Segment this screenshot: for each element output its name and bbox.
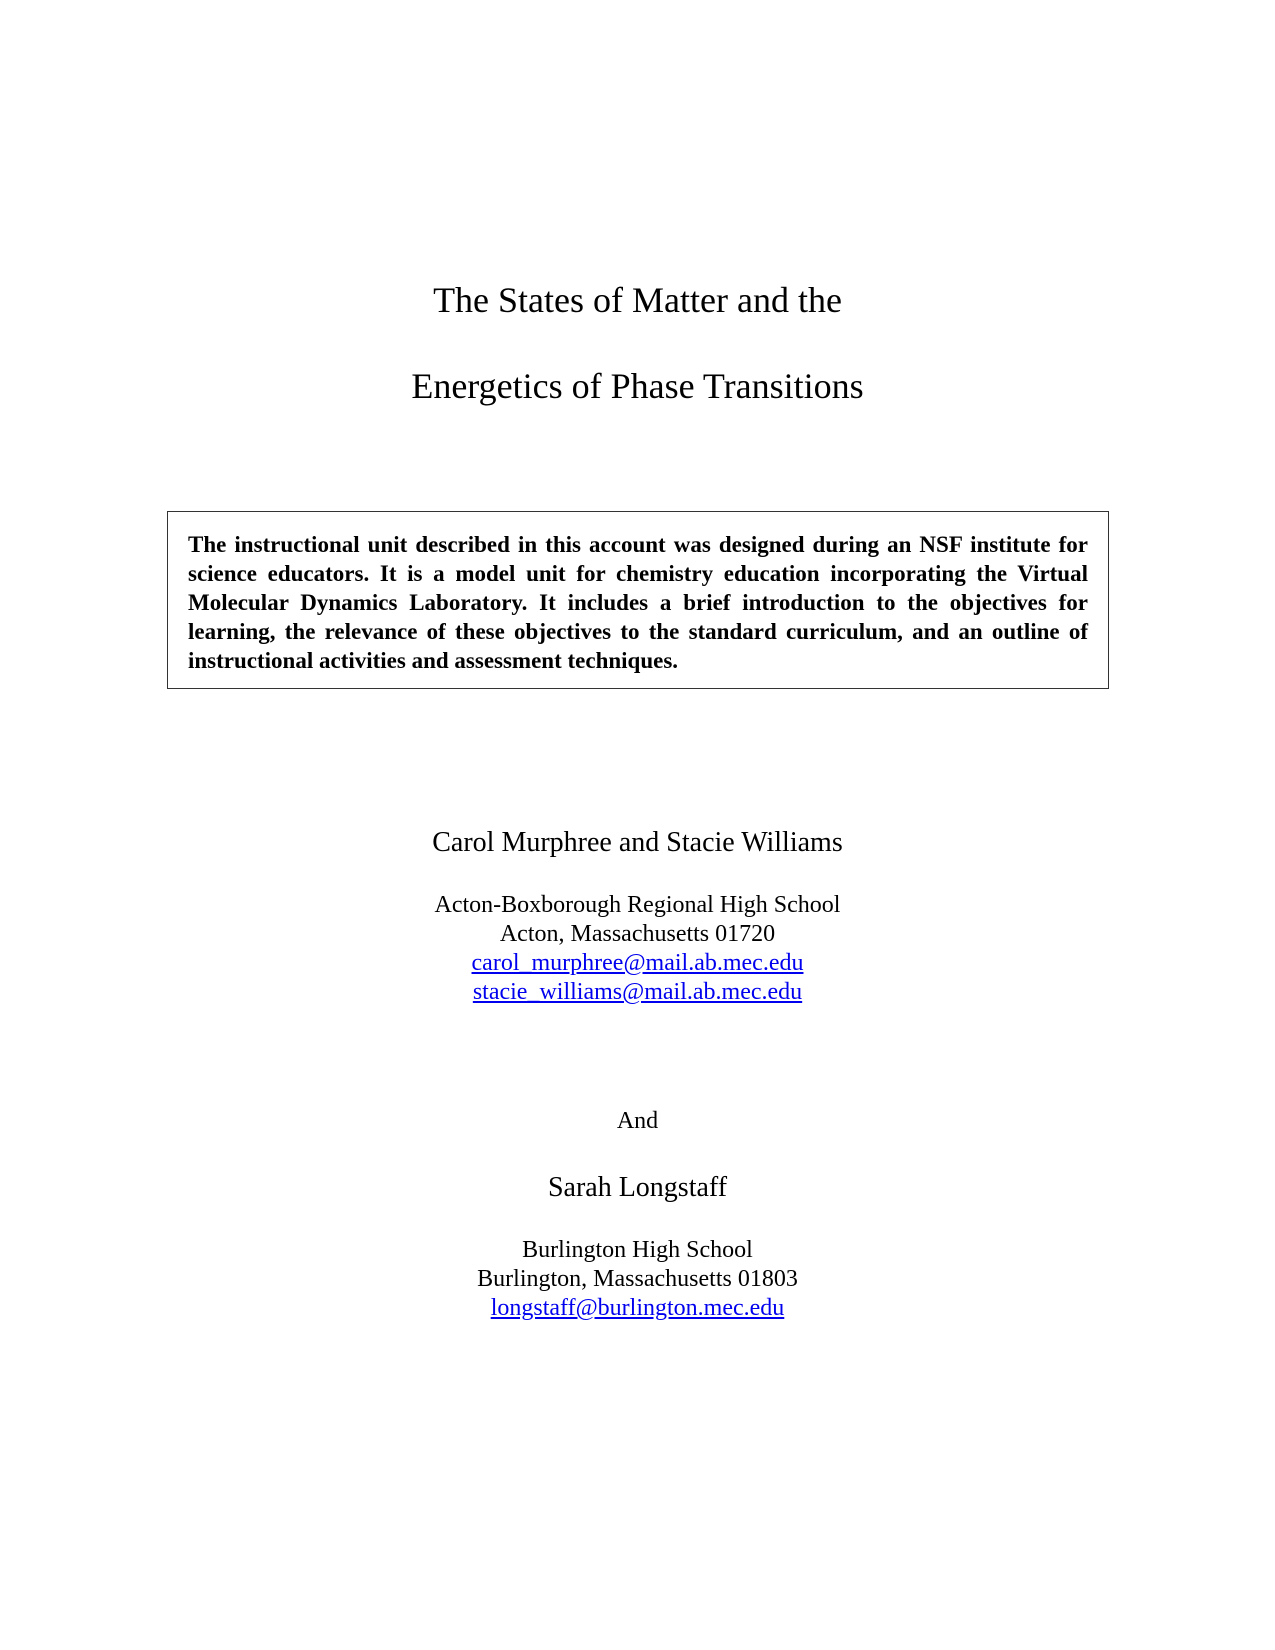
email-link-murphree[interactable]: carol_murphree@mail.ab.mec.edu <box>471 950 804 976</box>
school-group-2: Burlington High School <box>522 1237 753 1263</box>
location-group-1: Acton, Massachusetts 01720 <box>499 921 776 947</box>
email-row-1 <box>0 949 1275 978</box>
conjunction-text: And <box>616 1108 659 1134</box>
title-line-1: The States of Matter and the <box>433 280 842 320</box>
email-row-3 <box>0 1294 1275 1323</box>
abstract-box <box>167 511 1109 689</box>
authors-group-2: Sarah Longstaff <box>547 1172 728 1203</box>
school-group-1: Acton-Boxborough Regional High School <box>434 892 841 918</box>
email-link-longstaff[interactable]: longstaff@burlington.mec.edu <box>490 1295 785 1321</box>
title-line-2: Energetics of Phase Transitions <box>411 366 864 406</box>
abstract-text: The instructional unit described in this account was designed during an NSF institute for science educators. It is a model unit for chemistry education incorporating the Virtual Molecular Dynamics Laboratory. It includes a brief introduction to the objectives for learning, the relevance of these objectives to the standard curriculum, and an outline of instructional activities and assessment techniques. <box>188 532 1088 673</box>
authors-group-1: Carol Murphree and Stacie Williams <box>432 827 843 858</box>
email-row-2 <box>0 978 1275 1007</box>
email-link-williams[interactable]: stacie_williams@mail.ab.mec.edu <box>472 979 803 1005</box>
location-group-2: Burlington, Massachusetts 01803 <box>477 1266 798 1292</box>
